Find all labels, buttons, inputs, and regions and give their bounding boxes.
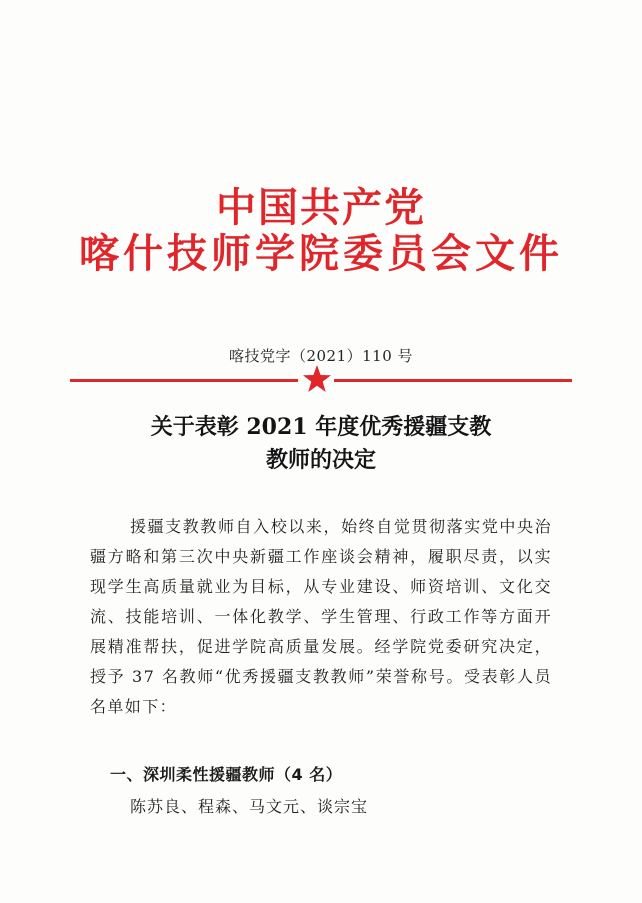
header-title-line2: 喀什技师学院委员会文件 [79, 230, 563, 277]
red-divider-right [334, 379, 572, 382]
document-title-line2: 教师的决定 [265, 447, 376, 473]
section-names-list: 陈苏良、程森、马文元、谈宗宝 [130, 797, 369, 816]
document-title-line1: 关于表彰 2021 年度优秀援疆支教 [150, 414, 492, 440]
section-heading-shenzhen: 一、深圳柔性援疆教师（4 名） [110, 765, 343, 784]
body-paragraph: 援疆支教教师自入校以来，始终自觉贯彻落实党中央治疆方略和第三次中央新疆工作座谈会精神，履职尽责，以实现学生高质量就业为目标，从专业建设、师资培训、文化交流、技能培训、一体化教学、学生管理、行政工作等方面开展精准帮扶，促进学院高质量发展。经学院党委研究决定，授予 37 名教师“优秀援疆支教教师”荣誉称号。受表彰人员名单如下： [90, 517, 552, 716]
star-icon [302, 364, 332, 394]
header-title-line1: 中国共产党 [216, 184, 426, 231]
document-number: 喀技党字（2021）110 号 [228, 347, 414, 365]
red-divider-left [70, 379, 298, 382]
